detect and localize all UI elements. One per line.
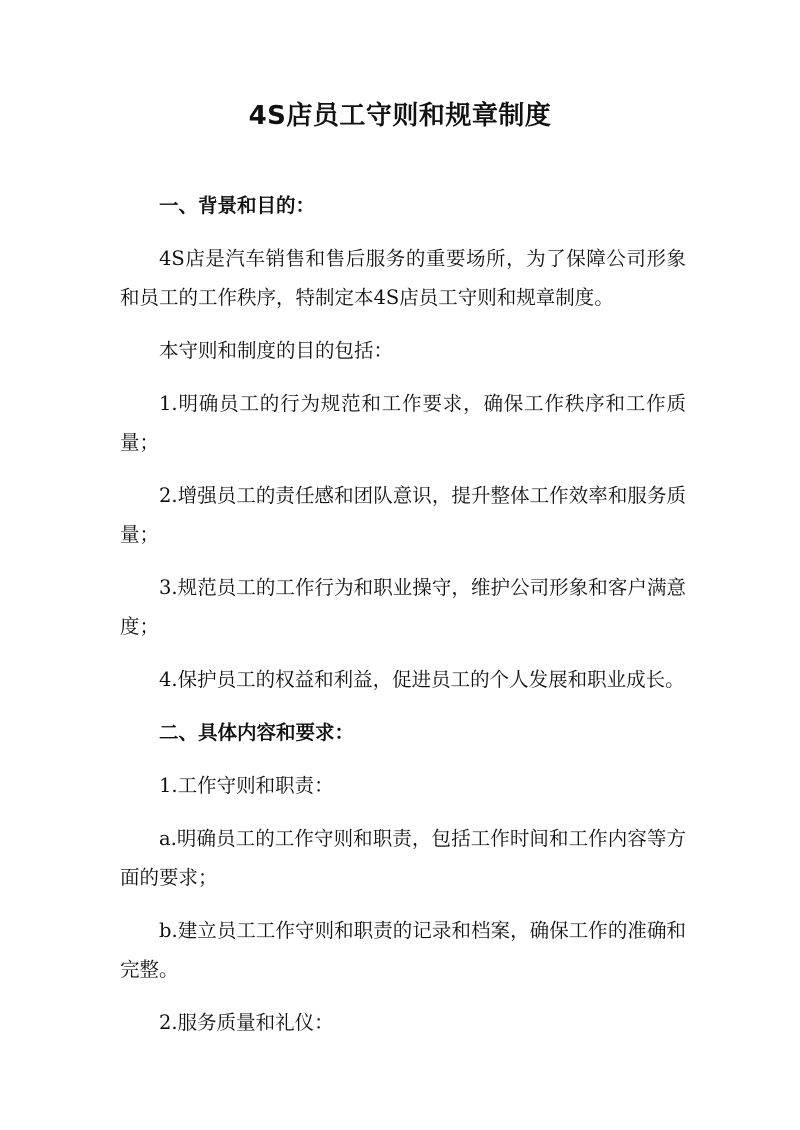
list-item-purpose-4: 4.保护员工的权益和利益，促进员工的个人发展和职业成长。 [159, 668, 685, 691]
section-heading-requirements: 二、具体内容和要求： [159, 721, 355, 744]
section-heading-background: 一、背景和目的： [159, 194, 316, 217]
list-item-service: 2.服务质量和礼仪： [159, 1011, 334, 1034]
list-item-purpose-1: 1.明确员工的行为规范和工作要求，确保工作秩序和工作质量； [120, 392, 686, 454]
list-item-purpose-3: 3.规范员工的工作行为和职业操守，维护公司形象和客户满意度； [120, 576, 686, 638]
paragraph-purpose-lead: 本守则和制度的目的包括： [159, 339, 394, 362]
document-title: 4S店员工守则和规章制度 [248, 101, 552, 131]
list-item-duties-b: b.建立员工工作守则和职责的记录和档案，确保工作的准确和完整。 [120, 919, 686, 981]
document-body [120, 186, 686, 1056]
list-item-duties: 1.工作守则和职责： [159, 774, 334, 797]
list-item-duties-a: a.明确员工的工作守则和职责，包括工作时间和工作内容等方面的要求； [120, 827, 686, 889]
list-item-purpose-2: 2.增强员工的责任感和团队意识，提升整体工作效率和服务质量； [120, 484, 686, 546]
paragraph-intro: 4S店是汽车销售和售后服务的重要场所，为了保障公司形象和员工的工作秩序，特制定本4S店员工守则和规章制度。 [120, 247, 686, 309]
